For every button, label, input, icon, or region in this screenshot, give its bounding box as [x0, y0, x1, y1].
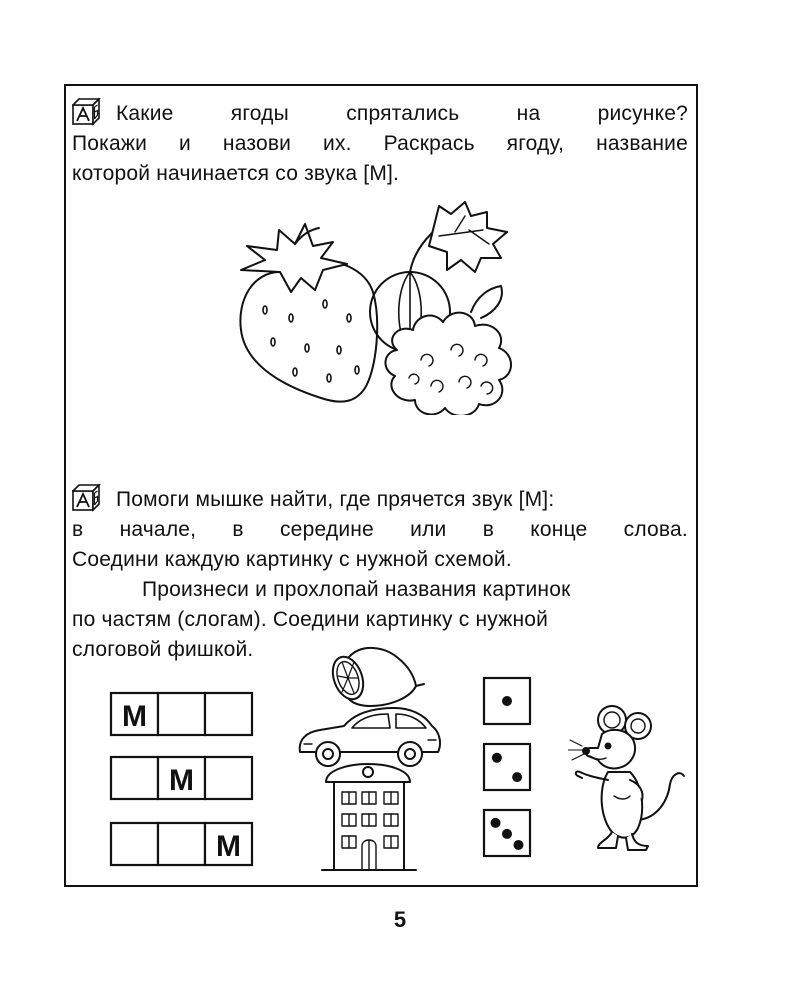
syllable-chip-2[interactable] [484, 744, 530, 790]
chip-dot [514, 840, 524, 850]
scheme-cell-letter: М [122, 700, 147, 733]
word: в [72, 518, 84, 541]
word: в [482, 518, 495, 541]
raspberry [385, 313, 511, 415]
word: ягоды [230, 102, 289, 125]
task2-line-6: слоговой фишкой. [72, 638, 254, 661]
word: слова. [623, 518, 688, 541]
mouse-picture [568, 700, 688, 860]
task2-line-2 [72, 515, 688, 545]
word: и [179, 132, 191, 155]
chip-dot [502, 696, 512, 706]
house-picture[interactable] [322, 764, 416, 870]
word: ягоду, [506, 132, 565, 155]
word: начале, [119, 518, 197, 541]
berries-illustration [225, 200, 525, 415]
word: Покажи [72, 132, 148, 155]
task1-line-2 [72, 129, 688, 159]
chip-dot [512, 772, 522, 782]
task1-text [72, 98, 688, 189]
word: конце [530, 518, 588, 541]
word: или [410, 518, 447, 541]
word: рисунке? [597, 102, 688, 125]
scheme-cell-letter: М [169, 764, 194, 797]
abc-blocks-icon [72, 484, 112, 512]
chip-dot [502, 829, 512, 839]
scheme-cell-letter: М [216, 830, 241, 863]
word: в [232, 518, 244, 541]
lemon-picture[interactable] [327, 648, 424, 706]
abc-blocks-icon [72, 98, 112, 126]
task2-line-1-text: Помоги мышке найти, где прячется звук [М]: [116, 488, 555, 511]
car-picture[interactable] [300, 708, 440, 766]
word: спрятались [346, 102, 460, 125]
gooseberry-leaf [429, 202, 507, 272]
word: Какие [116, 102, 174, 125]
sound-schemes [108, 690, 258, 870]
chip-square [484, 744, 530, 790]
stacked-pictures [292, 640, 442, 880]
task2-line-5: по частям (слогам). Соедини картинку с нужной [72, 608, 549, 631]
syllable-chip-1[interactable] [484, 678, 530, 724]
task2-line-3: Соедини каждую картинку с нужной схемой. [72, 548, 512, 571]
syllable-chips [480, 676, 540, 866]
word: середине [279, 518, 374, 541]
syllable-chip-3[interactable] [484, 810, 530, 856]
word: назови [222, 132, 292, 155]
word: их. [323, 132, 352, 155]
task2-line-1 [72, 484, 688, 515]
chip-dot [492, 753, 502, 763]
task1-line-1 [72, 98, 688, 129]
word: на [516, 102, 541, 125]
page-number: 5 [393, 907, 407, 932]
task1-line-3: которой начинается со звука [М]. [72, 162, 400, 185]
task2-line-4: Произнеси и прохлопай названия картинок [142, 578, 571, 601]
chip-dot [491, 818, 501, 828]
word: название [596, 132, 688, 155]
task2-text [72, 484, 688, 665]
word: Раскрась [383, 132, 475, 155]
